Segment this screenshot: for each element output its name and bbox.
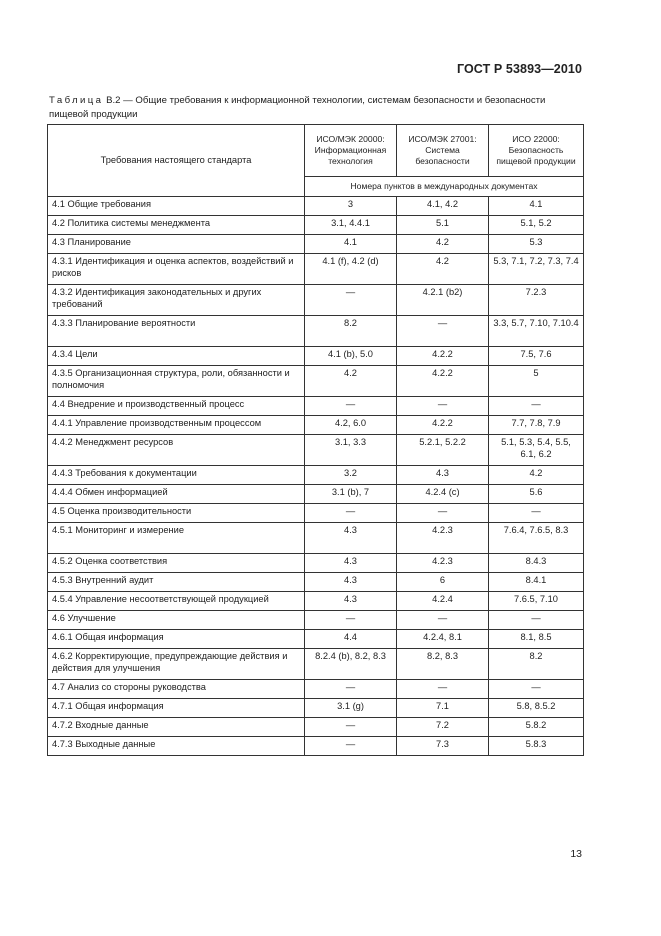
table-row [48, 397, 584, 416]
cell-requirement: 4.6.1 Общая информация [48, 630, 305, 649]
cell-iso-22000: 8.2 [489, 649, 584, 680]
cell-iso-20000: — [305, 718, 397, 737]
table-row [48, 316, 584, 347]
table-row [48, 649, 584, 680]
cell-requirement: 4.5.2 Оценка соответствия [48, 554, 305, 573]
cell-iso-20000: 4.2, 6.0 [305, 416, 397, 435]
cell-requirement: 4.5.4 Управление несоответствующей продукцией [48, 592, 305, 611]
cell-iso-20000: 4.4 [305, 630, 397, 649]
cell-requirement: 4.6.2 Корректирующие, предупреждающие действия и действия для улучшения [48, 649, 305, 680]
cell-iso-27001: 4.2.3 [397, 554, 489, 573]
page-number: 13 [570, 848, 582, 860]
cell-iso-22000: 5.8, 8.5.2 [489, 699, 584, 718]
cell-iso-27001: 4.2.4 [397, 592, 489, 611]
cell-iso-22000: 5.1, 5.2 [489, 216, 584, 235]
cell-iso-20000: 3.1, 3.3 [305, 435, 397, 466]
table-row [48, 611, 584, 630]
table-row [48, 235, 584, 254]
cell-iso-22000: — [489, 680, 584, 699]
table-row [48, 680, 584, 699]
table-body [48, 197, 584, 756]
cell-requirement: 4.5.3 Внутренний аудит [48, 573, 305, 592]
cell-iso-20000: 4.3 [305, 592, 397, 611]
table-row [48, 254, 584, 285]
cell-iso-27001: 4.2.2 [397, 416, 489, 435]
cell-requirement: 4.5.1 Мониторинг и измерение [48, 523, 305, 554]
table-row [48, 554, 584, 573]
cell-iso-20000: 4.1 [305, 235, 397, 254]
cell-requirement: 4.4.2 Менеджмент ресурсов [48, 435, 305, 466]
cell-iso-20000: — [305, 285, 397, 316]
cell-iso-22000: 8.4.3 [489, 554, 584, 573]
table-row [48, 737, 584, 756]
table-row [48, 216, 584, 235]
cell-requirement: 4.3.3 Планирование вероятности [48, 316, 305, 347]
cell-iso-27001: 6 [397, 573, 489, 592]
document-code: ГОСТ Р 53893—2010 [456, 62, 582, 76]
cell-iso-27001: 4.2.4 (c) [397, 485, 489, 504]
cell-requirement: 4.3 Планирование [48, 235, 305, 254]
table-row [48, 197, 584, 216]
cell-iso-27001: 5.2.1, 5.2.2 [397, 435, 489, 466]
cell-iso-22000: 7.7, 7.8, 7.9 [489, 416, 584, 435]
table-row [48, 435, 584, 466]
column-header-iso-20000: ИСО/МЭК 20000: Информационная технология [305, 125, 397, 177]
cell-iso-27001: 4.2 [397, 254, 489, 285]
table-row [48, 718, 584, 737]
cell-requirement: 4.1 Общие требования [48, 197, 305, 216]
cell-iso-27001: — [397, 397, 489, 416]
cell-iso-20000: 4.2 [305, 366, 397, 397]
cell-iso-27001: 7.3 [397, 737, 489, 756]
cell-iso-27001: 4.2.2 [397, 347, 489, 366]
cell-iso-22000: 5.3, 7.1, 7.2, 7.3, 7.4 [489, 254, 584, 285]
cell-iso-22000: 5.1, 5.3, 5.4, 5.5, 6.1, 6.2 [489, 435, 584, 466]
cell-iso-27001: — [397, 611, 489, 630]
cell-iso-20000: 3.1, 4.4.1 [305, 216, 397, 235]
table-row [48, 699, 584, 718]
cell-iso-22000: — [489, 611, 584, 630]
cell-iso-27001: 8.2, 8.3 [397, 649, 489, 680]
cell-iso-22000: 5.3 [489, 235, 584, 254]
cell-iso-22000: 7.2.3 [489, 285, 584, 316]
column-header-iso-27001: ИСО/МЭК 27001: Система безопасности [397, 125, 489, 177]
table-row [48, 347, 584, 366]
cell-iso-22000: 7.6.5, 7.10 [489, 592, 584, 611]
cell-iso-20000: 3.1 (b), 7 [305, 485, 397, 504]
cell-iso-27001: 7.1 [397, 699, 489, 718]
cell-iso-22000: 5.8.3 [489, 737, 584, 756]
table-row [48, 366, 584, 397]
table-caption-label: Таблица [49, 95, 104, 106]
table-row [48, 523, 584, 554]
cell-requirement: 4.7 Анализ со стороны руководства [48, 680, 305, 699]
cell-iso-22000: 7.6.4, 7.6.5, 8.3 [489, 523, 584, 554]
cell-iso-27001: — [397, 680, 489, 699]
cell-iso-22000: 5 [489, 366, 584, 397]
cell-requirement: 4.4.1 Управление производственным процессом [48, 416, 305, 435]
requirements-table [47, 124, 584, 756]
cell-requirement: 4.7.1 Общая информация [48, 699, 305, 718]
cell-requirement: 4.4.4 Обмен информацией [48, 485, 305, 504]
cell-requirement: 4.3.5 Организационная структура, роли, обязанности и полномочия [48, 366, 305, 397]
cell-iso-20000: — [305, 737, 397, 756]
cell-requirement: 4.2 Политика системы менеджмента [48, 216, 305, 235]
cell-iso-20000: 3 [305, 197, 397, 216]
cell-iso-27001: 4.2.1 (b2) [397, 285, 489, 316]
cell-requirement: 4.4 Внедрение и производственный процесс [48, 397, 305, 416]
cell-requirement: 4.3.2 Идентификация законодательных и других требований [48, 285, 305, 316]
cell-iso-27001: 4.3 [397, 466, 489, 485]
cell-iso-20000: 4.1 (b), 5.0 [305, 347, 397, 366]
cell-iso-22000: — [489, 397, 584, 416]
table-row [48, 630, 584, 649]
cell-iso-27001: 7.2 [397, 718, 489, 737]
table-row [48, 592, 584, 611]
cell-iso-27001: 4.2.4, 8.1 [397, 630, 489, 649]
cell-iso-22000: 5.6 [489, 485, 584, 504]
cell-requirement: 4.4.3 Требования к документации [48, 466, 305, 485]
cell-requirement: 4.7.3 Выходные данные [48, 737, 305, 756]
cell-iso-20000: 4.3 [305, 523, 397, 554]
table-row [48, 416, 584, 435]
cell-iso-27001: 4.2.3 [397, 523, 489, 554]
cell-iso-27001: 5.1 [397, 216, 489, 235]
cell-iso-22000: 3.3, 5.7, 7.10, 7.10.4 [489, 316, 584, 347]
table-row [48, 504, 584, 523]
cell-iso-27001: 4.1, 4.2 [397, 197, 489, 216]
column-subheader-clause-numbers: Номера пунктов в международных документах [305, 177, 584, 197]
cell-iso-27001: — [397, 316, 489, 347]
cell-iso-20000: 3.2 [305, 466, 397, 485]
column-header-iso-22000: ИСО 22000: Безопасность пищевой продукции [489, 125, 584, 177]
cell-iso-20000: — [305, 397, 397, 416]
cell-iso-20000: 4.1 (f), 4.2 (d) [305, 254, 397, 285]
cell-iso-20000: — [305, 504, 397, 523]
table-row [48, 466, 584, 485]
cell-iso-22000: 8.1, 8.5 [489, 630, 584, 649]
table-caption-text: В.2 — Общие требования к информационной технологии, системам безопасности и безопасности пищевой продукции [49, 95, 546, 120]
cell-iso-20000: 4.3 [305, 573, 397, 592]
cell-iso-27001: — [397, 504, 489, 523]
table-row [48, 573, 584, 592]
cell-iso-27001: 4.2.2 [397, 366, 489, 397]
cell-iso-22000: 4.2 [489, 466, 584, 485]
cell-iso-20000: 8.2 [305, 316, 397, 347]
cell-requirement: 4.7.2 Входные данные [48, 718, 305, 737]
cell-requirement: 4.6 Улучшение [48, 611, 305, 630]
cell-iso-22000: — [489, 504, 584, 523]
cell-requirement: 4.3.1 Идентификация и оценка аспектов, воздействий и рисков [48, 254, 305, 285]
cell-iso-27001: 4.2 [397, 235, 489, 254]
cell-requirement: 4.3.4 Цели [48, 347, 305, 366]
cell-iso-20000: — [305, 611, 397, 630]
cell-iso-20000: 3.1 (g) [305, 699, 397, 718]
cell-iso-22000: 4.1 [489, 197, 584, 216]
table-row [48, 485, 584, 504]
cell-iso-20000: 8.2.4 (b), 8.2, 8.3 [305, 649, 397, 680]
cell-iso-22000: 5.8.2 [489, 718, 584, 737]
table-row [48, 285, 584, 316]
cell-iso-22000: 8.4.1 [489, 573, 584, 592]
cell-iso-22000: 7.5, 7.6 [489, 347, 584, 366]
cell-iso-20000: 4.3 [305, 554, 397, 573]
cell-requirement: 4.5 Оценка производительности [48, 504, 305, 523]
table-caption [49, 94, 585, 122]
column-header-requirements: Требования настоящего стандарта [48, 125, 305, 197]
cell-iso-20000: — [305, 680, 397, 699]
